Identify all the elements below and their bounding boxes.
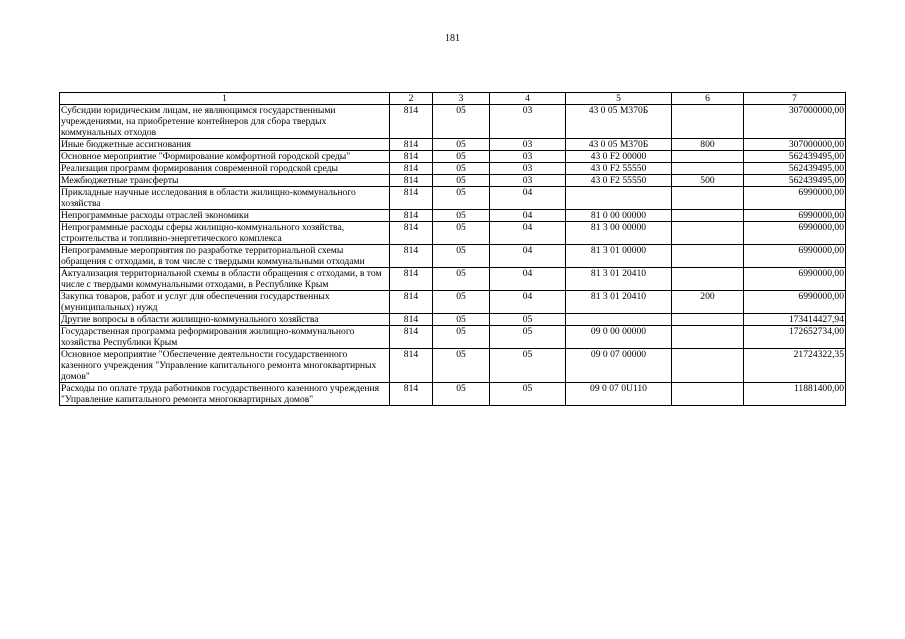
- table-row: [60, 245, 846, 268]
- column-header: 4: [490, 93, 566, 105]
- grbs-code-cell: 814: [390, 326, 433, 349]
- subsection-code-cell: 03: [490, 105, 566, 139]
- table-header-row: [60, 93, 846, 105]
- expense-name-cell: Реализация программ формирования современной городской среды: [60, 163, 390, 175]
- target-article-cell: 43 0 F2 55550: [566, 163, 672, 175]
- target-article-cell: 09 0 07 00000: [566, 349, 672, 383]
- section-code-cell: 05: [433, 268, 490, 291]
- section-code-cell: 05: [433, 210, 490, 222]
- expense-type-cell: [672, 326, 744, 349]
- grbs-code-cell: 814: [390, 163, 433, 175]
- expense-type-cell: [672, 245, 744, 268]
- table-row: [60, 222, 846, 245]
- expense-name-cell: Межбюджетные трансферты: [60, 175, 390, 187]
- grbs-code-cell: 814: [390, 245, 433, 268]
- expense-type-cell: [672, 210, 744, 222]
- page-number: 181: [445, 33, 460, 44]
- column-header: 2: [390, 93, 433, 105]
- target-article-cell: 43 0 05 М370Б: [566, 105, 672, 139]
- subsection-code-cell: 04: [490, 291, 566, 314]
- amount-cell: 307000000,00: [744, 139, 846, 151]
- subsection-code-cell: 04: [490, 187, 566, 210]
- expense-type-cell: [672, 163, 744, 175]
- table-row: [60, 314, 846, 326]
- amount-cell: 6990000,00: [744, 187, 846, 210]
- amount-cell: 307000000,00: [744, 105, 846, 139]
- section-code-cell: 05: [433, 175, 490, 187]
- grbs-code-cell: 814: [390, 268, 433, 291]
- expense-name-cell: Прикладные научные исследования в области жилищно-коммунального хозяйства: [60, 187, 390, 210]
- expense-name-cell: Расходы по оплате труда работников государственного казенного учреждения "Управление капитального ремонта многоквартирных домов": [60, 383, 390, 406]
- expense-name-cell: Закупка товаров, работ и услуг для обеспечения государственных (муниципальных) нужд: [60, 291, 390, 314]
- section-code-cell: 05: [433, 314, 490, 326]
- amount-cell: 21724322,35: [744, 349, 846, 383]
- target-article-cell: 09 0 00 00000: [566, 326, 672, 349]
- section-code-cell: 05: [433, 163, 490, 175]
- amount-cell: 6990000,00: [744, 245, 846, 268]
- section-code-cell: 05: [433, 383, 490, 406]
- expense-type-cell: [672, 314, 744, 326]
- expense-name-cell: Актуализация территориальной схемы в области обращения с отходами, в том числе с твердыми коммунальными отходами, в Республике Крым: [60, 268, 390, 291]
- expense-name-cell: Основное мероприятие "Обеспечение деятельности государственного казенного учреждения "Управление капитального ремонта многоквартирных домов": [60, 349, 390, 383]
- subsection-code-cell: 04: [490, 222, 566, 245]
- expense-name-cell: Иные бюджетные ассигнования: [60, 139, 390, 151]
- target-article-cell: 43 0 F2 55550: [566, 175, 672, 187]
- amount-cell: 562439495,00: [744, 163, 846, 175]
- section-code-cell: 05: [433, 139, 490, 151]
- section-code-cell: 05: [433, 349, 490, 383]
- column-header: 5: [566, 93, 672, 105]
- subsection-code-cell: 05: [490, 314, 566, 326]
- subsection-code-cell: 05: [490, 349, 566, 383]
- subsection-code-cell: 05: [490, 383, 566, 406]
- subsection-code-cell: 03: [490, 175, 566, 187]
- grbs-code-cell: 814: [390, 291, 433, 314]
- expense-type-cell: 800: [672, 139, 744, 151]
- grbs-code-cell: 814: [390, 210, 433, 222]
- column-header: 1: [60, 93, 390, 105]
- target-article-cell: 81 0 00 00000: [566, 210, 672, 222]
- grbs-code-cell: 814: [390, 105, 433, 139]
- grbs-code-cell: 814: [390, 222, 433, 245]
- expense-name-cell: Другие вопросы в области жилищно-коммунального хозяйства: [60, 314, 390, 326]
- table-row: [60, 139, 846, 151]
- amount-cell: 6990000,00: [744, 222, 846, 245]
- section-code-cell: 05: [433, 187, 490, 210]
- grbs-code-cell: 814: [390, 349, 433, 383]
- column-header: 6: [672, 93, 744, 105]
- expense-type-cell: [672, 349, 744, 383]
- table-row: [60, 268, 846, 291]
- grbs-code-cell: 814: [390, 187, 433, 210]
- expense-type-cell: [672, 151, 744, 163]
- expense-type-cell: [672, 268, 744, 291]
- target-article-cell: 81 3 01 00000: [566, 245, 672, 268]
- target-article-cell: 09 0 07 0U110: [566, 383, 672, 406]
- budget-table: [59, 92, 846, 406]
- amount-cell: 173414427,94: [744, 314, 846, 326]
- target-article-cell: [566, 314, 672, 326]
- expense-name-cell: Непрограммные расходы отраслей экономики: [60, 210, 390, 222]
- grbs-code-cell: 814: [390, 175, 433, 187]
- expense-name-cell: Непрограммные мероприятия по разработке территориальной схемы обращения с отходами, в том числе с твердыми коммунальными отходами: [60, 245, 390, 268]
- subsection-code-cell: 04: [490, 268, 566, 291]
- section-code-cell: 05: [433, 222, 490, 245]
- target-article-cell: 81 3 00 00000: [566, 222, 672, 245]
- subsection-code-cell: 03: [490, 151, 566, 163]
- amount-cell: 562439495,00: [744, 175, 846, 187]
- amount-cell: 6990000,00: [744, 268, 846, 291]
- table-row: [60, 151, 846, 163]
- table-row: [60, 105, 846, 139]
- expense-type-cell: [672, 222, 744, 245]
- table-row: [60, 349, 846, 383]
- table-row: [60, 291, 846, 314]
- target-article-cell: 43 0 05 М370Б: [566, 139, 672, 151]
- expense-name-cell: Основное мероприятие "Формирование комфортной городской среды": [60, 151, 390, 163]
- table-row: [60, 210, 846, 222]
- grbs-code-cell: 814: [390, 383, 433, 406]
- table-row: [60, 187, 846, 210]
- section-code-cell: 05: [433, 245, 490, 268]
- table-row: [60, 383, 846, 406]
- subsection-code-cell: 04: [490, 210, 566, 222]
- expense-name-cell: Субсидии юридическим лицам, не являющимся государственными учреждениями, на приобретение контейнеров для сбора твердых коммунальных отходов: [60, 105, 390, 139]
- table-body: [60, 105, 846, 406]
- grbs-code-cell: 814: [390, 139, 433, 151]
- section-code-cell: 05: [433, 291, 490, 314]
- column-header: 3: [433, 93, 490, 105]
- section-code-cell: 05: [433, 105, 490, 139]
- target-article-cell: [566, 187, 672, 210]
- expense-type-cell: [672, 383, 744, 406]
- table-row: [60, 163, 846, 175]
- section-code-cell: 05: [433, 151, 490, 163]
- target-article-cell: 81 3 01 20410: [566, 291, 672, 314]
- subsection-code-cell: 03: [490, 139, 566, 151]
- expense-type-cell: 200: [672, 291, 744, 314]
- expense-name-cell: Непрограммные расходы сферы жилищно-коммунального хозяйства, строительства и топливно-энергетического комплекса: [60, 222, 390, 245]
- section-code-cell: 05: [433, 326, 490, 349]
- table-row: [60, 175, 846, 187]
- grbs-code-cell: 814: [390, 151, 433, 163]
- expense-type-cell: [672, 187, 744, 210]
- subsection-code-cell: 05: [490, 326, 566, 349]
- amount-cell: 11881400,00: [744, 383, 846, 406]
- expense-type-cell: [672, 105, 744, 139]
- column-header: 7: [744, 93, 846, 105]
- amount-cell: 562439495,00: [744, 151, 846, 163]
- target-article-cell: 81 3 01 20410: [566, 268, 672, 291]
- expense-type-cell: 500: [672, 175, 744, 187]
- subsection-code-cell: 04: [490, 245, 566, 268]
- subsection-code-cell: 03: [490, 163, 566, 175]
- target-article-cell: 43 0 F2 00000: [566, 151, 672, 163]
- expense-name-cell: Государственная программа реформирования жилищно-коммунального хозяйства Республики Крым: [60, 326, 390, 349]
- amount-cell: 6990000,00: [744, 210, 846, 222]
- amount-cell: 172652734,00: [744, 326, 846, 349]
- grbs-code-cell: 814: [390, 314, 433, 326]
- table-row: [60, 326, 846, 349]
- amount-cell: 6990000,00: [744, 291, 846, 314]
